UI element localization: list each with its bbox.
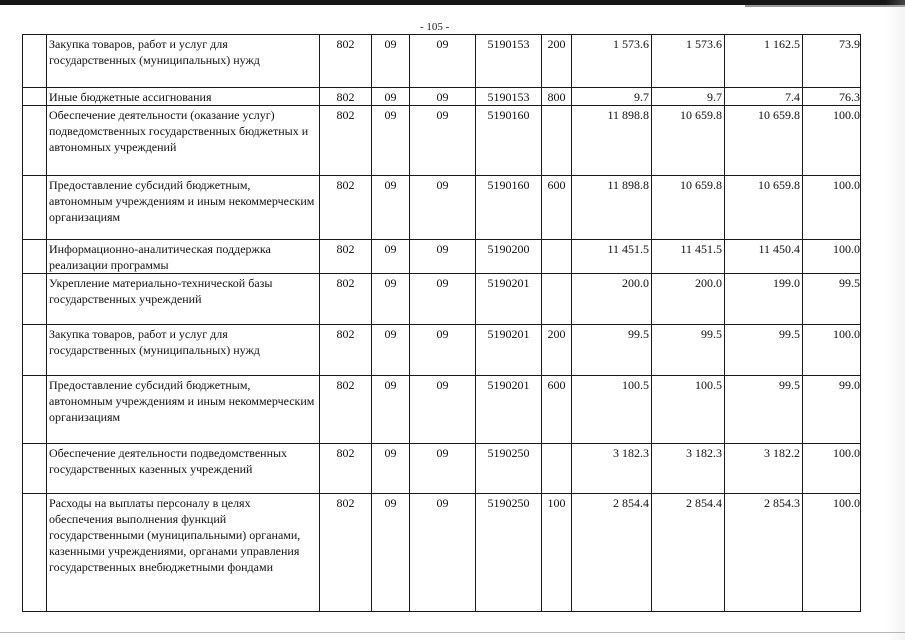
ministry-code: 802: [320, 444, 372, 494]
execution-percent: 99.0: [803, 376, 861, 444]
target-code: 5190160: [476, 176, 542, 240]
approved-amount: 99.5: [572, 325, 652, 376]
ministry-code: 802: [320, 274, 372, 325]
expense-name: Обеспечение деятельности (оказание услуг) подведомственных государственных бюджетных и автономных учреждений: [47, 106, 320, 176]
refined-amount: 100.5: [652, 376, 725, 444]
refined-amount: 11 451.5: [652, 240, 725, 274]
section-code: 09: [372, 88, 410, 106]
ministry-code: 802: [320, 494, 372, 612]
row-marker-cell: [23, 274, 47, 325]
subsection-code: 09: [410, 494, 476, 612]
expense-name: Предоставление субсидий бюджетным, автономным учреждениям и иным некоммерческим организациям: [47, 376, 320, 444]
approved-amount: 11 451.5: [572, 240, 652, 274]
row-marker-cell: [23, 88, 47, 106]
row-marker-cell: [23, 376, 47, 444]
executed-amount: 3 182.2: [725, 444, 803, 494]
subsection-code: 09: [410, 325, 476, 376]
table-row: [23, 494, 861, 612]
table-row: [23, 274, 861, 325]
page-number: - 105 -: [420, 21, 450, 33]
expense-name: Расходы на выплаты персоналу в целях обеспечения выполнения функций государственными (муниципальными) органами, казенными учреждениями, органами управления государственных внебюджетными фондами: [47, 494, 320, 612]
table-row: [23, 376, 861, 444]
expense-type-code: 200: [542, 35, 572, 88]
refined-amount: 9.7: [652, 88, 725, 106]
row-marker-cell: [23, 494, 47, 612]
section-code: 09: [372, 240, 410, 274]
subsection-code: 09: [410, 444, 476, 494]
subsection-code: 09: [410, 88, 476, 106]
subsection-code: 09: [410, 376, 476, 444]
expense-type-code: 100: [542, 494, 572, 612]
execution-percent: 100.0: [803, 106, 861, 176]
section-code: 09: [372, 325, 410, 376]
approved-amount: 2 854.4: [572, 494, 652, 612]
scan-border-bottom: [0, 622, 905, 640]
executed-amount: 10 659.8: [725, 106, 803, 176]
scan-border-top-right: [745, 5, 905, 7]
target-code: 5190250: [476, 494, 542, 612]
approved-amount: 200.0: [572, 274, 652, 325]
expense-name: Предоставление субсидий бюджетным, автономным учреждениям и иным некоммерческим организациям: [47, 176, 320, 240]
section-code: 09: [372, 106, 410, 176]
approved-amount: 100.5: [572, 376, 652, 444]
section-code: 09: [372, 444, 410, 494]
execution-percent: 99.5: [803, 274, 861, 325]
expense-name: Закупка товаров, работ и услуг для государственных (муниципальных) нужд: [47, 35, 320, 88]
expense-type-code: [542, 274, 572, 325]
refined-amount: 99.5: [652, 325, 725, 376]
row-marker-cell: [23, 325, 47, 376]
section-code: 09: [372, 35, 410, 88]
ministry-code: 802: [320, 106, 372, 176]
table-row: [23, 325, 861, 376]
refined-amount: 3 182.3: [652, 444, 725, 494]
executed-amount: 1 162.5: [725, 35, 803, 88]
subsection-code: 09: [410, 35, 476, 88]
subsection-code: 09: [410, 176, 476, 240]
ministry-code: 802: [320, 35, 372, 88]
executed-amount: 10 659.8: [725, 176, 803, 240]
target-code: 5190153: [476, 88, 542, 106]
ministry-code: 802: [320, 88, 372, 106]
expense-name: Закупка товаров, работ и услуг для государственных (муниципальных) нужд: [47, 325, 320, 376]
expense-name: Обеспечение деятельности подведомственных государственных казенных учреждений: [47, 444, 320, 494]
ministry-code: 802: [320, 176, 372, 240]
expense-type-code: 800: [542, 88, 572, 106]
expense-type-code: [542, 444, 572, 494]
executed-amount: 99.5: [725, 325, 803, 376]
expense-type-code: 600: [542, 376, 572, 444]
executed-amount: 2 854.3: [725, 494, 803, 612]
execution-percent: 100.0: [803, 444, 861, 494]
section-code: 09: [372, 494, 410, 612]
table-row: [23, 444, 861, 494]
refined-amount: 1 573.6: [652, 35, 725, 88]
row-marker-cell: [23, 444, 47, 494]
target-code: 5190201: [476, 325, 542, 376]
target-code: 5190153: [476, 35, 542, 88]
section-code: 09: [372, 376, 410, 444]
table-row: [23, 240, 861, 274]
expense-type-code: [542, 106, 572, 176]
approved-amount: 11 898.8: [572, 106, 652, 176]
table-row: [23, 176, 861, 240]
ministry-code: 802: [320, 376, 372, 444]
executed-amount: 199.0: [725, 274, 803, 325]
executed-amount: 11 450.4: [725, 240, 803, 274]
approved-amount: 9.7: [572, 88, 652, 106]
refined-amount: 10 659.8: [652, 106, 725, 176]
target-code: 5190201: [476, 274, 542, 325]
execution-percent: 100.0: [803, 494, 861, 612]
subsection-code: 09: [410, 106, 476, 176]
refined-amount: 2 854.4: [652, 494, 725, 612]
expense-type-code: 200: [542, 325, 572, 376]
execution-percent: 100.0: [803, 176, 861, 240]
ministry-code: 802: [320, 325, 372, 376]
budget-table: [22, 34, 861, 612]
expense-name: Информационно-аналитическая поддержка реализации программы: [47, 240, 320, 274]
approved-amount: 11 898.8: [572, 176, 652, 240]
table-row: [23, 88, 861, 106]
target-code: 5190201: [476, 376, 542, 444]
refined-amount: 200.0: [652, 274, 725, 325]
table-row: [23, 35, 861, 88]
target-code: 5190200: [476, 240, 542, 274]
expense-type-code: 600: [542, 176, 572, 240]
target-code: 5190250: [476, 444, 542, 494]
row-marker-cell: [23, 35, 47, 88]
section-code: 09: [372, 176, 410, 240]
subsection-code: 09: [410, 240, 476, 274]
execution-percent: 73.9: [803, 35, 861, 88]
ministry-code: 802: [320, 240, 372, 274]
refined-amount: 10 659.8: [652, 176, 725, 240]
executed-amount: 7.4: [725, 88, 803, 106]
execution-percent: 76.3: [803, 88, 861, 106]
row-marker-cell: [23, 240, 47, 274]
approved-amount: 1 573.6: [572, 35, 652, 88]
execution-percent: 100.0: [803, 325, 861, 376]
subsection-code: 09: [410, 274, 476, 325]
executed-amount: 99.5: [725, 376, 803, 444]
scan-shadow-right: [885, 0, 905, 640]
table-row: [23, 106, 861, 176]
expense-type-code: [542, 240, 572, 274]
row-marker-cell: [23, 176, 47, 240]
expense-name: Иные бюджетные ассигнования: [47, 88, 320, 106]
expense-name: Укрепление материально-технической базы государственных учреждений: [47, 274, 320, 325]
target-code: 5190160: [476, 106, 542, 176]
section-code: 09: [372, 274, 410, 325]
row-marker-cell: [23, 106, 47, 176]
execution-percent: 100.0: [803, 240, 861, 274]
approved-amount: 3 182.3: [572, 444, 652, 494]
